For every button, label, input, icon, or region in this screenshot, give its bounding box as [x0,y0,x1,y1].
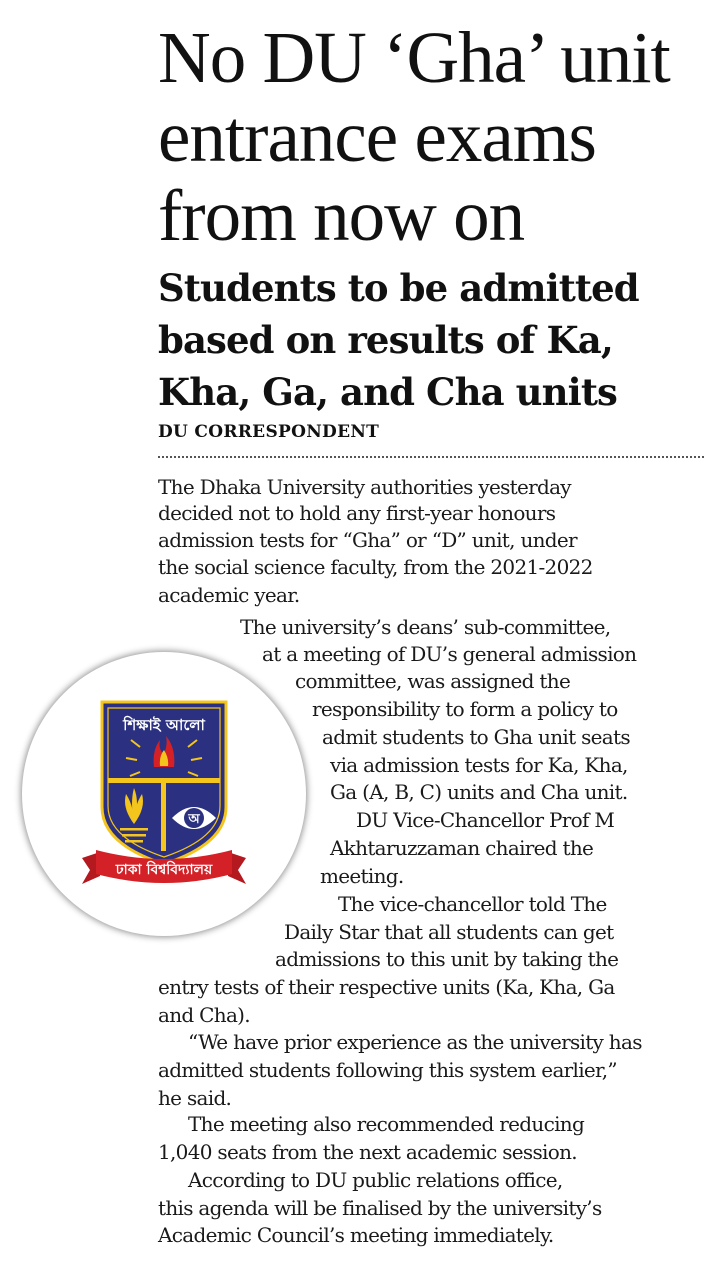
body-line: admit students to Gha unit seats [322,725,630,749]
body-line: academic year. [158,583,300,607]
body-line: at a meeting of DU’s general admission [262,642,637,666]
headline-line: from now on [158,175,525,256]
body-line: DU Vice-Chancellor Prof M [356,808,615,832]
headline-line: entrance exams [158,96,596,177]
body-line: Daily Star that all students can get [284,920,614,944]
dotted-divider [158,456,704,458]
body-line: decided not to hold any first-year honours [158,501,556,525]
body-line: and Cha). [158,1003,250,1027]
subheadline-line: based on results of Ka, [158,318,613,362]
body-line: entry tests of their respective units (Ka, Kha, Ga [158,975,615,999]
body-line: this agenda will be finalised by the university’s [158,1196,602,1220]
crest-motto: শিক্ষাই আলো [123,716,205,734]
body-line: committee, was assigned the [295,669,571,693]
body-line: via admission tests for Ka, Kha, [330,753,628,777]
body-line: Academic Council’s meeting immediately. [158,1223,554,1247]
body-line: meeting. [320,864,404,888]
body-line: “We have prior experience as the university has [188,1030,642,1054]
body-line: Akhtaruzzaman chaired the [330,836,594,860]
body-line: Ga (A, B, C) units and Cha unit. [330,780,628,804]
body-line: responsibility to form a policy to [312,697,618,721]
body-line: admissions to this unit by taking the [275,947,619,971]
emblem-letter: অ [188,812,200,827]
headline-line: No DU ‘Gha’ unit [158,17,670,98]
body-line: According to DU public relations office, [188,1168,563,1192]
byline: DU CORRESPONDENT [158,422,380,442]
subheadline-line: Students to be admitted [158,266,639,310]
dhaka-university-crest-icon [22,652,306,936]
subheadline [158,262,708,418]
body-line: admitted students following this system earlier,” [158,1058,617,1082]
university-logo [22,652,306,936]
body-line: The meeting also recommended reducing [188,1112,585,1136]
body-line: he said. [158,1086,232,1110]
banner-text: ঢাকা বিশ্ববিদ্যালয় [115,862,213,878]
headline [158,18,708,255]
body-line: 1,040 seats from the next academic session. [158,1140,577,1164]
body-line: the social science faculty, from the 2021-2022 [158,555,593,579]
body-line: The vice-chancellor told The [338,892,607,916]
body-line: The Dhaka University authorities yesterday [158,475,571,499]
body-line: The university’s deans’ sub-committee, [240,615,611,639]
body-line: admission tests for “Gha” or “D” unit, under [158,528,577,552]
subheadline-line: Kha, Ga, and Cha units [158,370,617,414]
